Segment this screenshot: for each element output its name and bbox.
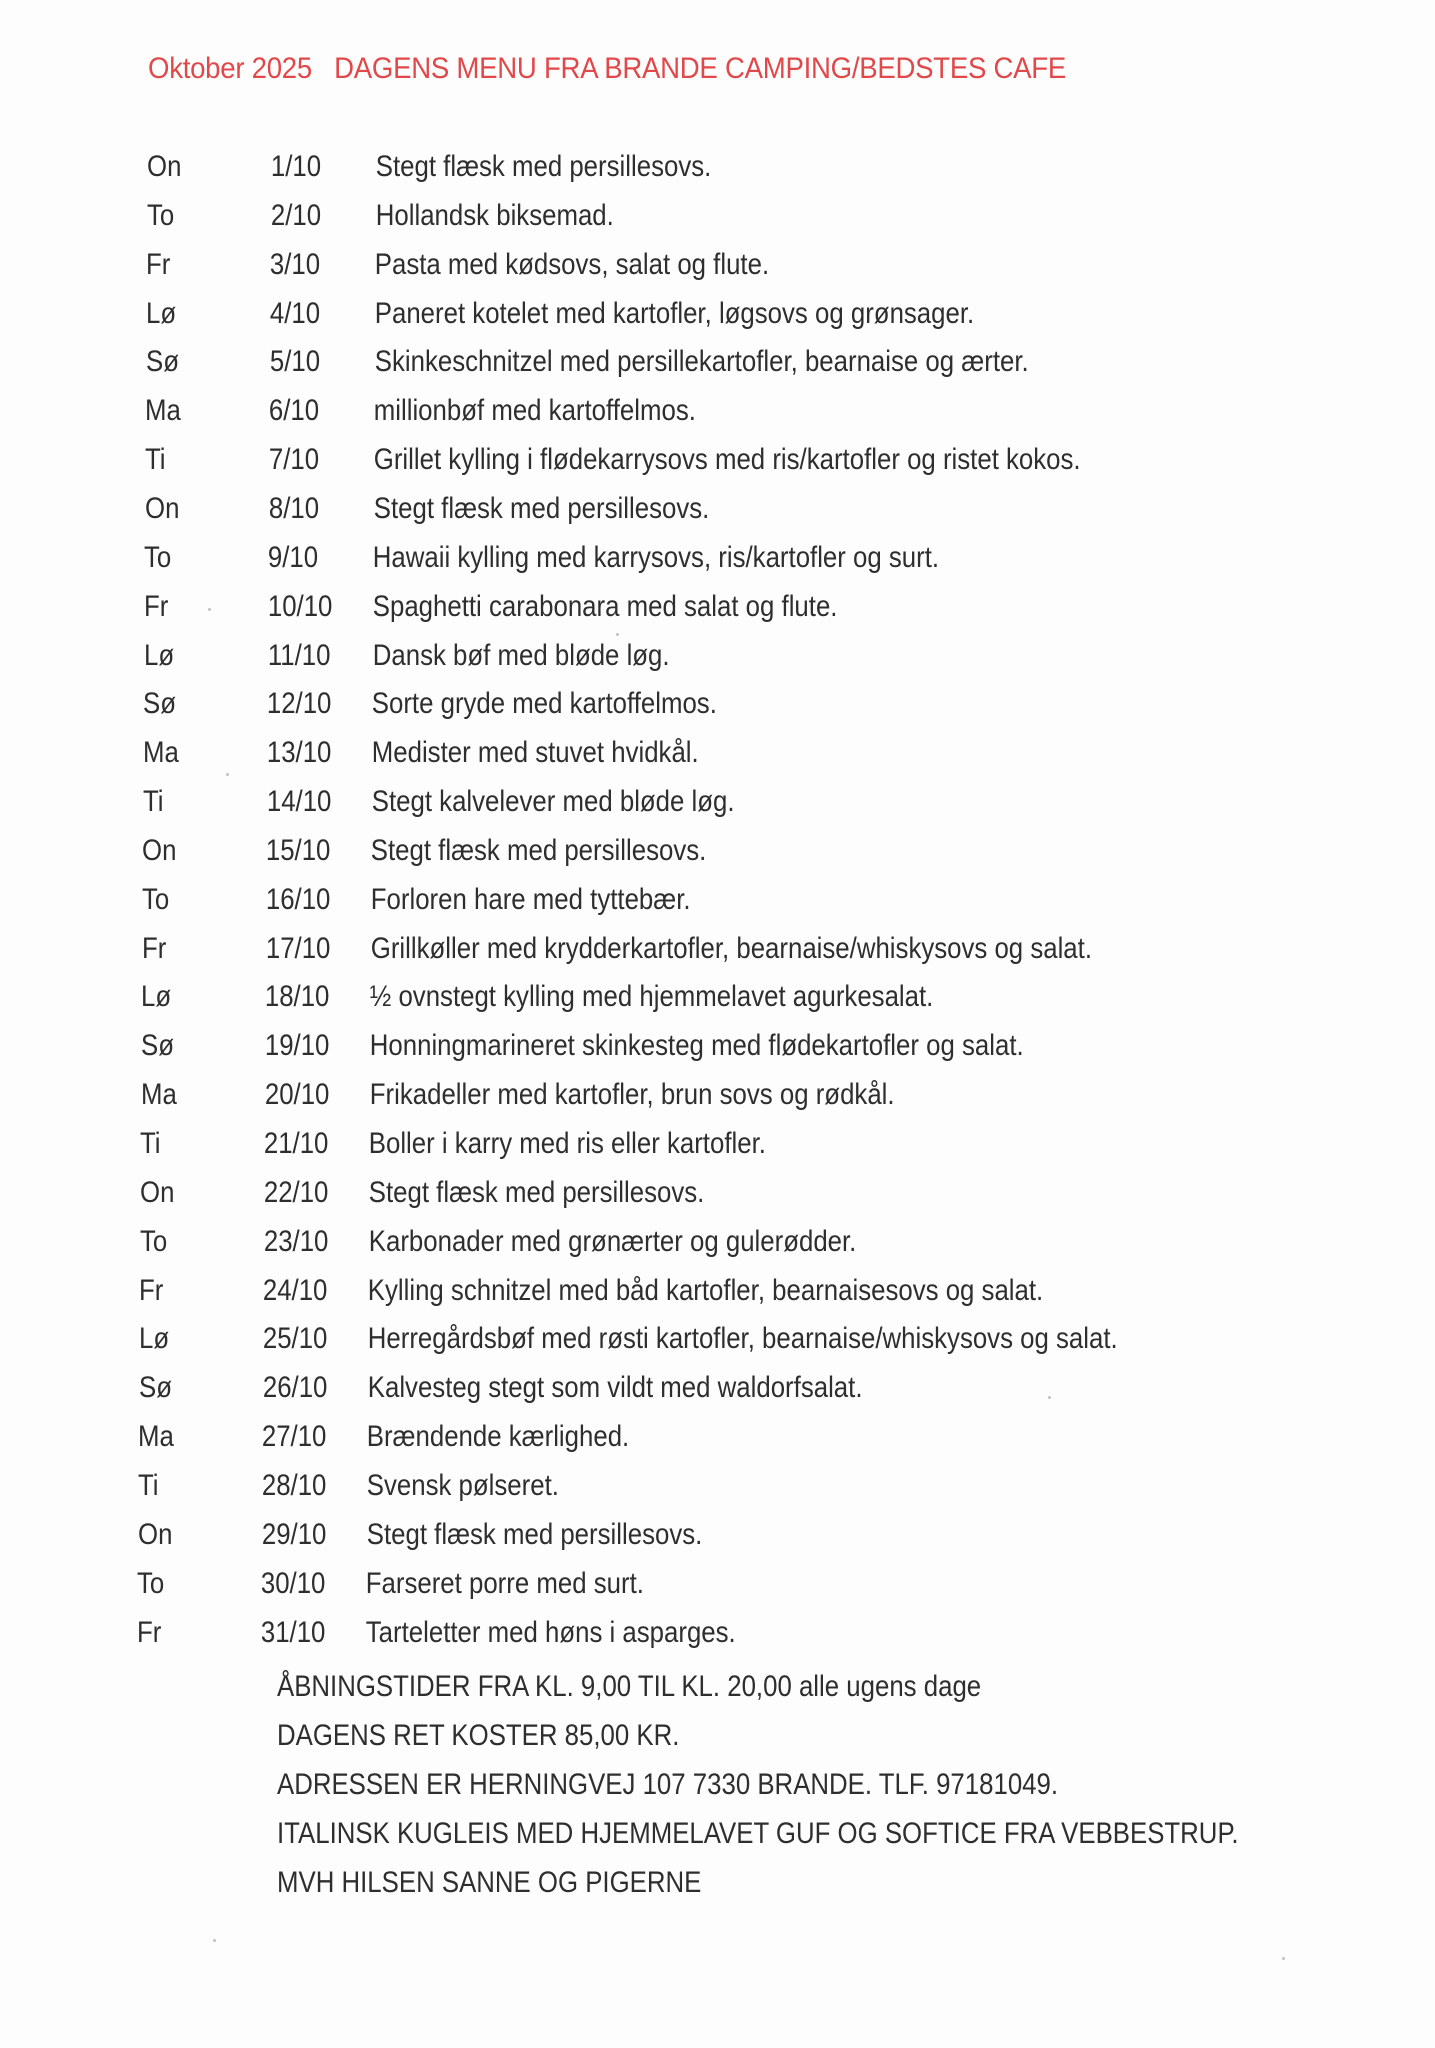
menu-dish: Stegt flæsk med persillesovs. — [366, 1517, 703, 1551]
menu-dish: Grillet kylling i flødekarrysovs med ris/kartofler og ristet kokos. — [373, 443, 1081, 477]
menu-day: Ma — [145, 394, 182, 428]
menu-dish: Stegt flæsk med persillesovs. — [371, 833, 707, 867]
menu-dish: Dansk bøf med bløde løg. — [372, 638, 670, 672]
menu-date: 29/10 — [261, 1517, 327, 1551]
menu-date: 25/10 — [262, 1322, 328, 1356]
menu-day: Ti — [140, 1127, 161, 1160]
menu-date: 28/10 — [261, 1468, 327, 1502]
menu-date: 4/10 — [269, 296, 321, 330]
menu-day: Lø — [146, 296, 177, 330]
menu-date: 13/10 — [266, 736, 332, 770]
menu-date: 30/10 — [261, 1566, 326, 1600]
menu-dish: Hollandsk biksemad. — [375, 198, 614, 232]
page-title: Oktober 2025 DAGENS MENU FRA BRANDE CAMPING/BEDSTES CAFE — [148, 52, 1067, 85]
menu-date: 1/10 — [270, 150, 322, 183]
menu-day: Ti — [138, 1468, 159, 1502]
menu-dish: Spaghetti carabonara med salat og flute. — [372, 589, 838, 623]
scan-speck — [1282, 1957, 1285, 1960]
scan-speck — [213, 1939, 216, 1942]
menu-day: Fr — [146, 247, 171, 281]
ice-cream-info: ITALINSK KUGLEIS MED HJEMMELAVET GUF OG SOFTICE FRA VEBBESTRUP. — [277, 1817, 1239, 1850]
scan-speck — [208, 608, 211, 611]
menu-date: 31/10 — [260, 1615, 326, 1649]
menu-dish: ½ ovnstegt kylling med hjemmelavet agurkesalat. — [370, 980, 934, 1014]
menu-dish: Kylling schnitzel med båd kartofler, bearnaisesovs og salat. — [368, 1273, 1044, 1307]
menu-date: 17/10 — [265, 931, 331, 965]
scan-speck — [616, 633, 619, 636]
menu-day: On — [147, 150, 182, 183]
menu-day: Sø — [138, 1371, 172, 1405]
menu-date: 6/10 — [269, 394, 320, 428]
menu-dish: Pasta med kødsovs, salat og flute. — [375, 247, 770, 281]
menu-date: 9/10 — [268, 540, 319, 574]
menu-date: 27/10 — [262, 1420, 327, 1454]
menu-day: Lø — [143, 638, 174, 672]
menu-date: 10/10 — [267, 589, 333, 623]
price-info: DAGENS RET KOSTER 85,00 KR. — [277, 1719, 680, 1752]
menu-day: To — [144, 540, 172, 574]
menu-dish: Farseret porre med surt. — [366, 1566, 645, 1600]
menu-day: Ma — [138, 1420, 175, 1454]
menu-dish: Forloren hare med tyttebær. — [370, 882, 691, 916]
menu-date: 16/10 — [265, 882, 331, 916]
signoff: MVH HILSEN SANNE OG PIGERNE — [277, 1866, 702, 1899]
menu-dish: Stegt flæsk med persillesovs. — [368, 1175, 705, 1209]
menu-dish: Stegt kalvelever med bløde løg. — [371, 785, 735, 819]
menu-day: Ma — [143, 736, 179, 770]
scan-speck — [226, 773, 229, 776]
menu-date: 22/10 — [263, 1175, 329, 1209]
menu-dish: Tarteletter med høns i asparges. — [365, 1615, 736, 1649]
menu-dish: Herregårdsbøf med røsti kartofler, bearnaise/whiskysovs og salat. — [367, 1322, 1118, 1356]
menu-date: 26/10 — [262, 1371, 328, 1405]
menu-day: On — [144, 491, 180, 525]
menu-day: To — [142, 882, 170, 916]
menu-date: 5/10 — [269, 345, 320, 379]
menu-dish: Medister med stuvet hvidkål. — [371, 736, 699, 770]
menu-date: 20/10 — [264, 1078, 330, 1112]
menu-dish: Skinkeschnitzel med persillekartofler, bearnaise og ærter. — [374, 345, 1029, 379]
menu-date: 18/10 — [265, 980, 330, 1014]
menu-date: 2/10 — [270, 198, 321, 232]
menu-day: Ti — [145, 443, 166, 477]
menu-date: 11/10 — [267, 638, 331, 672]
menu-dish: millionbøf med kartoffelmos. — [374, 394, 697, 428]
menu-dish: Kalvesteg stegt som vildt med waldorfsalat. — [367, 1371, 863, 1405]
menu-day: Sø — [143, 687, 177, 721]
menu-day: Fr — [137, 1615, 162, 1649]
menu-dish: Honningmarineret skinkesteg med flødekartofler og salat. — [369, 1029, 1024, 1063]
menu-date: 19/10 — [264, 1029, 330, 1063]
menu-day: Ti — [142, 785, 164, 819]
menu-dish: Frikadeller med kartofler, brun sovs og rødkål. — [369, 1078, 895, 1112]
menu-date: 12/10 — [267, 687, 332, 721]
scan-speck — [1048, 1396, 1051, 1399]
menu-day: Fr — [139, 1273, 164, 1307]
menu-dish: Hawaii kylling med karrysovs, ris/kartofler og surt. — [373, 540, 940, 574]
menu-date: 24/10 — [263, 1273, 328, 1307]
menu-day: To — [139, 1224, 167, 1258]
menu-dish: Svensk pølseret. — [366, 1468, 559, 1502]
menu-dish: Paneret kotelet med kartofler, løgsovs og grønsager. — [374, 296, 975, 330]
menu-date: 3/10 — [270, 247, 321, 281]
menu-dish: Boller i karry med ris eller kartofler. — [369, 1127, 767, 1160]
menu-date: 21/10 — [264, 1127, 329, 1160]
menu-dish: Karbonader med grønærter og gulerødder. — [368, 1224, 857, 1258]
menu-day: On — [140, 1175, 175, 1209]
menu-day: Sø — [141, 1029, 175, 1063]
opening-hours: ÅBNINGSTIDER FRA KL. 9,00 TIL KL. 20,00 alle ugens dage — [277, 1670, 982, 1703]
menu-day: Sø — [145, 345, 179, 379]
menu-day: On — [142, 833, 177, 867]
menu-date: 7/10 — [268, 443, 320, 477]
menu-day: Ma — [140, 1078, 177, 1112]
menu-date: 8/10 — [268, 491, 319, 525]
menu-day: Fr — [144, 589, 169, 623]
menu-dish: Grillkøller med krydderkartofler, bearnaise/whiskysovs og salat. — [370, 931, 1092, 965]
address-info: ADRESSEN ER HERNINGVEJ 107 7330 BRANDE. TLF. 97181049. — [277, 1768, 1059, 1801]
menu-day: To — [146, 198, 174, 232]
menu-dish: Brændende kærlighed. — [367, 1420, 630, 1454]
menu-date: 15/10 — [266, 833, 331, 867]
menu-day: To — [137, 1566, 165, 1600]
menu-day: Lø — [141, 980, 172, 1014]
menu-dish: Stegt flæsk med persillesovs. — [373, 491, 709, 525]
menu-dish: Stegt flæsk med persillesovs. — [375, 150, 712, 183]
menu-dish: Sorte gryde med kartoffelmos. — [372, 687, 718, 721]
menu-day: Lø — [139, 1322, 170, 1356]
menu-date: 23/10 — [263, 1224, 329, 1258]
menu-day: Fr — [141, 931, 167, 965]
menu-day: On — [137, 1517, 173, 1551]
menu-date: 14/10 — [266, 785, 332, 819]
